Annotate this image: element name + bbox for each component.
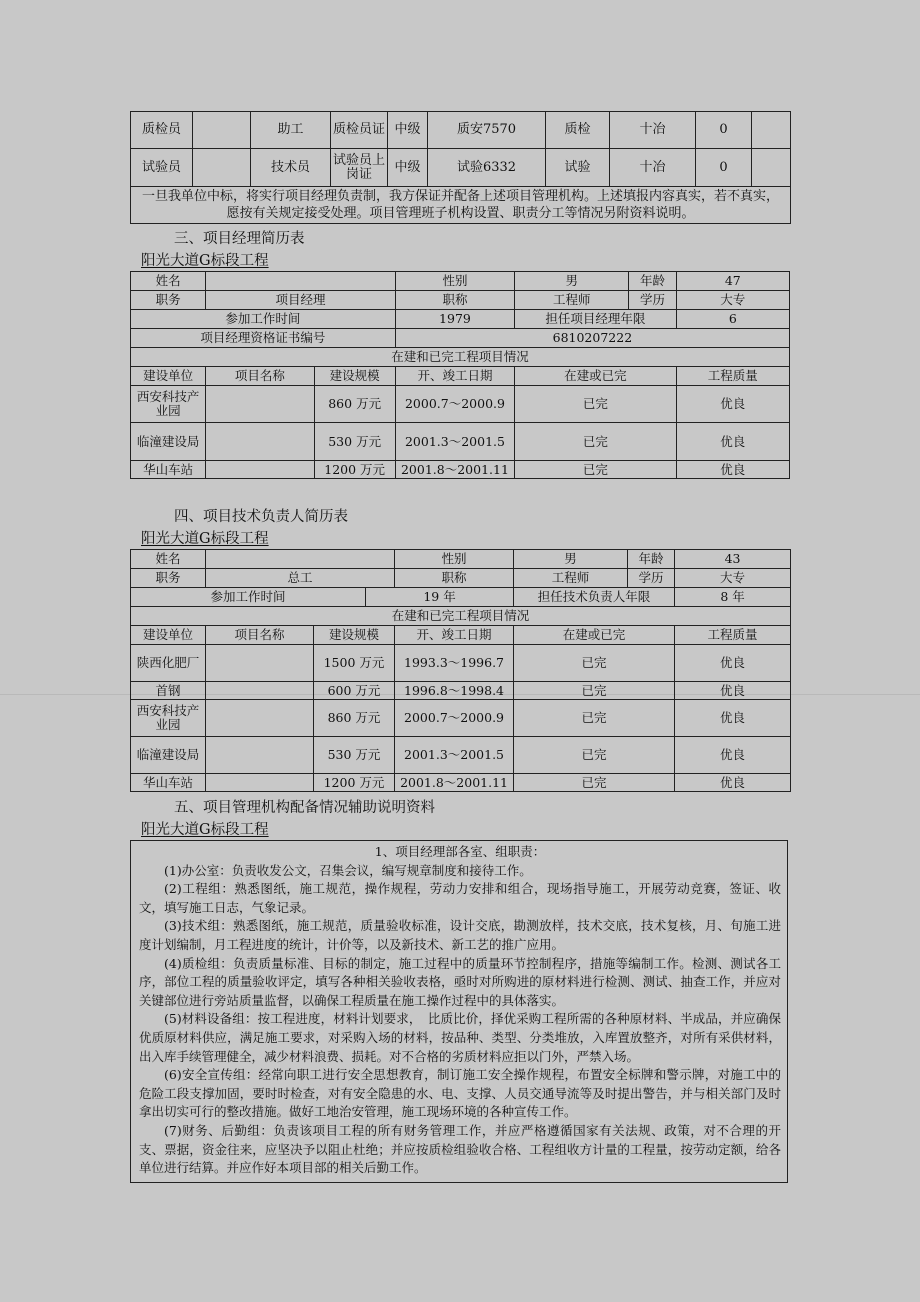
project-name: 阳光大道G标段工程 <box>141 531 269 547</box>
table-cell: 首钢 <box>131 682 206 700</box>
table-cell: 十冶 <box>610 149 696 187</box>
section-title-4: 四、项目技术负责人简历表 <box>174 509 348 525</box>
table-cell: 职称 <box>395 291 514 310</box>
table-cell: 8 年 <box>675 588 791 607</box>
table-cell: 已完 <box>514 737 675 774</box>
table-cell: 担任技术负责人年限 <box>514 588 675 607</box>
table-cell: 开、竣工日期 <box>395 626 514 645</box>
table-cell: 中级 <box>388 112 428 149</box>
table-cell <box>752 149 791 187</box>
table-cell: 0 <box>696 112 752 149</box>
table-cell: 在建或已完 <box>514 626 675 645</box>
table-cell: 学历 <box>628 569 675 588</box>
table-cell <box>206 386 314 423</box>
table-cell: 学历 <box>629 291 676 310</box>
table-cell <box>206 550 395 569</box>
table-cell: 优良 <box>675 774 791 792</box>
table-cell <box>206 774 314 792</box>
table-cell: 建设规模 <box>314 626 395 645</box>
table-cell: 西安科技产业园 <box>131 386 206 423</box>
table-cell: 参加工作时间 <box>131 310 396 329</box>
table-cell: 1996.8～1998.4 <box>395 682 514 700</box>
table-cell: 1200 万元 <box>314 774 395 792</box>
table-cell: 工程质量 <box>676 367 789 386</box>
table-cell: 职务 <box>131 291 206 310</box>
table-header-row <box>131 626 791 645</box>
table-cell: 1200 万元 <box>314 461 395 479</box>
duty-item: (4)质检组：负责质量标准、目标的制定，施工过程中的质量环节控制程序，措施等编制工作。检测、测试各工序，部位工程的质量验收评定，填写各种相关验收表格，亟时对所购进的原材料进行检测、测试、抽查工作，并应对关键部位进行旁站质量监督，以确保工程质量在施工操作过程中的具体落实。 <box>139 955 781 1008</box>
table-cell <box>193 149 251 187</box>
table-cell: 优良 <box>676 423 789 461</box>
duty-item: (3)技术组：熟悉图纸，施工规范，质量验收标准，设计交底，勘测放样，技术交底，技术复核，月、旬施工进度计划编制，月工程进度的统计，计价等，以及新技术、新工艺的推广应用。 <box>139 918 781 952</box>
table-cell: 大专 <box>675 569 791 588</box>
tech-lead-resume-table <box>130 549 791 792</box>
table-cell: 职务 <box>131 569 206 588</box>
table-cell: 已完 <box>515 386 676 423</box>
table-cell: 优良 <box>676 386 789 423</box>
table-cell <box>752 112 791 149</box>
table-cell: 男 <box>514 550 628 569</box>
table-cell: 2001.8～2001.11 <box>395 461 514 479</box>
table-cell: 6810207222 <box>395 329 789 348</box>
table-cell: 临潼建设局 <box>131 423 206 461</box>
table-cell: 建设单位 <box>131 626 206 645</box>
table-cell: 质安7570 <box>428 112 546 149</box>
table-cell: 1993.3～1996.7 <box>395 645 514 682</box>
table-header-row <box>131 367 790 386</box>
table-row <box>131 461 790 479</box>
table-cell: 在建和已完工程项目情况 <box>131 348 790 367</box>
table-cell: 530 万元 <box>314 423 395 461</box>
table-cell <box>206 423 314 461</box>
table-cell: 华山车站 <box>131 774 206 792</box>
table-cell: 在建或已完 <box>515 367 676 386</box>
table-cell: 6 <box>676 310 789 329</box>
table-cell: 试验员上岗证 <box>331 149 388 187</box>
table-row <box>131 423 790 461</box>
duties-description-box <box>130 840 788 1183</box>
table-cell: 1979 <box>395 310 514 329</box>
table-cell: 试验 <box>546 149 610 187</box>
duty-item: (1)办公室：负责收发公文，召集会议，编写规章制度和接待工作。 <box>164 862 532 878</box>
table-cell: 总工 <box>206 569 395 588</box>
table-cell: 中级 <box>388 149 428 187</box>
table-row <box>131 149 791 187</box>
table-cell: 开、竣工日期 <box>395 367 514 386</box>
table-cell: 姓名 <box>131 272 206 291</box>
table-cell: 项目名称 <box>206 626 314 645</box>
pm-resume-table <box>130 271 790 479</box>
table-cell: 47 <box>676 272 789 291</box>
table-cell: 2000.7～2000.9 <box>395 386 514 423</box>
table-cell: 助工 <box>251 112 331 149</box>
table-cell: 2000.7～2000.9 <box>395 700 514 737</box>
table-cell <box>206 272 396 291</box>
table-cell: 陕西化肥厂 <box>131 645 206 682</box>
section-title-5: 五、项目管理机构配备情况辅助说明资料 <box>174 800 435 816</box>
table-cell: 性别 <box>395 272 514 291</box>
table-cell: 西安科技产业园 <box>131 700 206 737</box>
table-cell <box>193 112 251 149</box>
table-cell: 年龄 <box>628 550 675 569</box>
table-cell: 建设单位 <box>131 367 206 386</box>
table-cell: 项目经理资格证书编号 <box>131 329 396 348</box>
table-cell: 试验6332 <box>428 149 546 187</box>
table-cell: 年龄 <box>629 272 676 291</box>
table-cell: 19 年 <box>366 588 514 607</box>
guarantee-note: 一旦我单位中标，将实行项目经理负责制，我方保证并配备上述项目管理机构。上述填报内容真实，若不真实，愿按有关规定接受处理。项目管理班子机构设置、职责分工等情况另附资料说明。 <box>131 187 791 224</box>
table-cell: 参加工作时间 <box>131 588 366 607</box>
table-cell <box>206 682 314 700</box>
table-cell: 优良 <box>675 645 791 682</box>
table-cell: 质检 <box>546 112 610 149</box>
table-row <box>131 737 791 774</box>
table-cell: 项目名称 <box>206 367 314 386</box>
table-cell: 性别 <box>395 550 514 569</box>
table-cell: 43 <box>675 550 791 569</box>
table-cell: 2001.3～2001.5 <box>395 423 514 461</box>
table-cell: 已完 <box>514 682 675 700</box>
table-cell: 姓名 <box>131 550 206 569</box>
table-cell: 担任项目经理年限 <box>515 310 676 329</box>
table-cell: 优良 <box>675 737 791 774</box>
table-cell: 已完 <box>515 423 676 461</box>
table-cell: 工程师 <box>515 291 629 310</box>
table-cell: 工程质量 <box>675 626 791 645</box>
section-title-3: 三、项目经理简历表 <box>174 231 305 247</box>
table-cell: 质检员 <box>131 112 193 149</box>
table-row <box>131 386 790 423</box>
project-name: 阳光大道G标段工程 <box>141 253 269 269</box>
staff-table <box>130 111 791 224</box>
table-cell <box>206 645 314 682</box>
duty-item: (6)安全宣传组：经常向职工进行安全思想教育，制订施工安全操作规程，布置安全标牌和警示牌，对施工中的危险工段支撑加固，要时时检查，对有安全隐患的水、电、支撑、人员交通导流等及时提出警告，并与相关部门及时拿出切实可行的整改措施。做好工地治安管理，施工现场环境的各种宣传工作。 <box>139 1067 781 1120</box>
table-cell: 860 万元 <box>314 386 395 423</box>
table-row <box>131 700 791 737</box>
table-row <box>131 112 791 149</box>
table-cell: 十冶 <box>610 112 696 149</box>
table-row <box>131 682 791 700</box>
table-cell: 已完 <box>515 461 676 479</box>
duties-heading: 1、项目经理部各室、组职责： <box>374 844 546 859</box>
duty-item: (7)财务、后勤组：负责该项目工程的所有财务管理工作，并应严格遵循国家有关法规、政策，对不合理的开支、票据，资金往来，应坚决予以阻止杜绝；并应按质检组验收合格、工程组收方计量的工程量，按劳动定额，给各单位进行结算。并应作好本项目部的相关后勤工作。 <box>139 1122 781 1176</box>
table-cell: 质检员证 <box>331 112 388 149</box>
table-cell <box>206 737 314 774</box>
table-cell: 试验员 <box>131 149 193 187</box>
table-cell <box>206 461 314 479</box>
table-cell: 临潼建设局 <box>131 737 206 774</box>
table-row <box>131 774 791 792</box>
table-cell: 已完 <box>514 645 675 682</box>
table-cell: 已完 <box>514 700 675 737</box>
table-row <box>131 645 791 682</box>
table-cell: 大专 <box>676 291 789 310</box>
table-cell: 技术员 <box>251 149 331 187</box>
table-cell: 华山车站 <box>131 461 206 479</box>
table-cell: 优良 <box>675 682 791 700</box>
project-name: 阳光大道G标段工程 <box>141 822 269 838</box>
table-cell: 0 <box>696 149 752 187</box>
table-cell: 2001.8～2001.11 <box>395 774 514 792</box>
table-cell: 600 万元 <box>314 682 395 700</box>
table-cell: 男 <box>515 272 629 291</box>
table-cell: 1500 万元 <box>314 645 395 682</box>
table-cell: 优良 <box>676 461 789 479</box>
duty-item: (2)工程组：熟悉图纸，施工规范，操作规程，劳动力安排和组合，现场指导施工，开展劳动竞赛，签证、收文，填写施工日志，气象记录。 <box>139 881 781 915</box>
table-cell <box>206 700 314 737</box>
table-cell: 在建和已完工程项目情况 <box>131 607 791 626</box>
duty-item: (5)材料设备组：按工程进度，材料计划要求， 比质比价，择优采购工程所需的各种原材料、半成品，并应确保优质原材料供应，满足施工要求，对采购入场的材料，按品种、类型、分类堆放，入库置放整齐，对所有采供材料，出入库手续管理健全，减少材料浪费、损耗。对不合格的劣质材料应拒以门外，严禁入场。 <box>139 1011 781 1064</box>
table-cell: 860 万元 <box>314 700 395 737</box>
table-cell: 已完 <box>514 774 675 792</box>
table-cell: 优良 <box>675 700 791 737</box>
table-cell: 工程师 <box>514 569 628 588</box>
table-cell: 2001.3～2001.5 <box>395 737 514 774</box>
table-cell: 530 万元 <box>314 737 395 774</box>
table-cell: 项目经理 <box>206 291 396 310</box>
table-cell: 职称 <box>395 569 514 588</box>
table-cell: 建设规模 <box>314 367 395 386</box>
